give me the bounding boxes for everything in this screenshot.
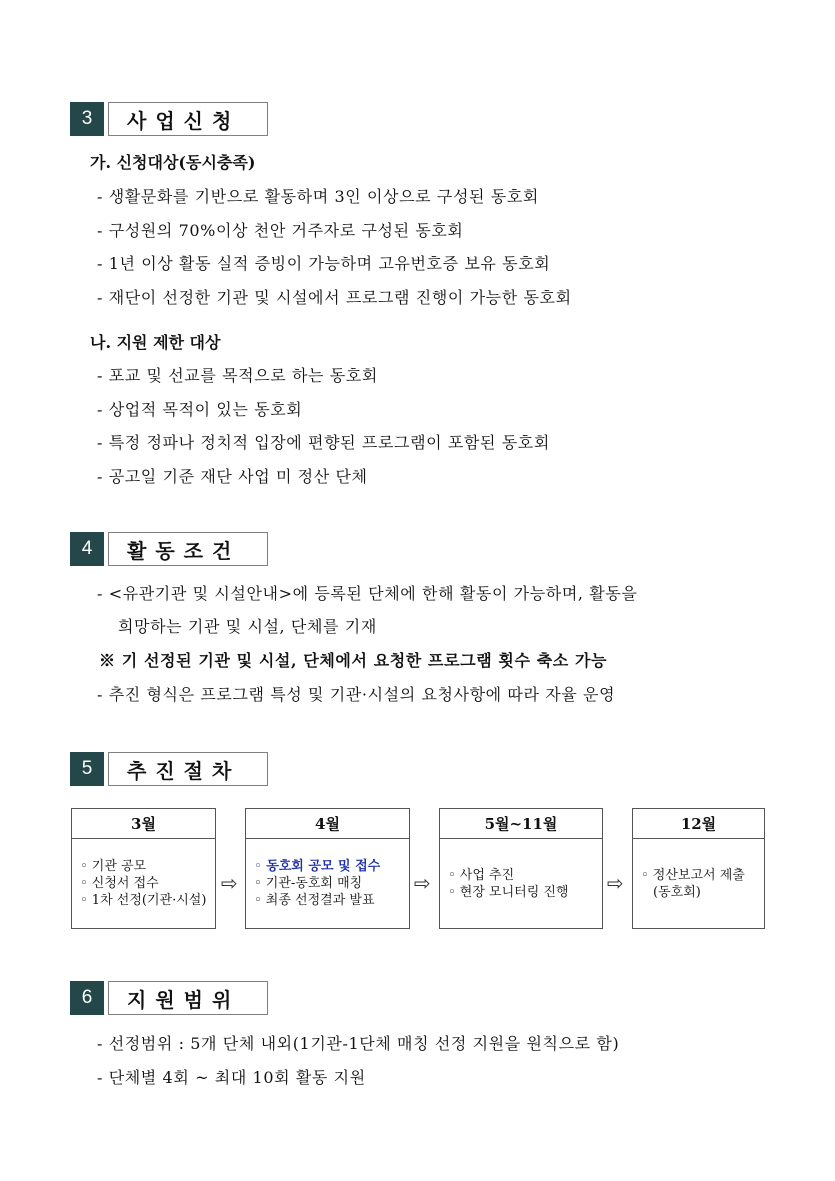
step-item: ◦ 현장 모니터링 진행 — [448, 884, 569, 900]
step-item: ◦ 최종 선정결과 발표 — [254, 893, 375, 908]
list-item: - 포교 및 선교를 목적으로 하는 동호회 — [97, 366, 378, 385]
section-title: 사업신청 — [108, 102, 268, 136]
note: ※ 기 선정된 기관 및 시설, 단체에서 요청한 프로그램 횟수 축소 가능 — [99, 651, 608, 670]
section-number: 3 — [70, 102, 104, 136]
section-number: 6 — [70, 981, 104, 1015]
arrow-icon: ⇨ — [607, 871, 624, 895]
process-step-may-nov — [439, 808, 603, 929]
sub-title-restrictions: 나. 지원 제한 대상 — [90, 333, 221, 352]
step-item: ◦ 사업 추진 — [448, 867, 515, 883]
step-month: 12월 — [633, 809, 764, 839]
arrow-icon: ⇨ — [221, 871, 238, 895]
list-item: - <유관기관 및 시설안내>에 등록된 단체에 한해 활동이 가능하며, 활동을 — [97, 584, 638, 603]
section-4-header — [70, 532, 268, 566]
step-item: ◦ 기관 공모 — [80, 859, 147, 874]
sub-title-eligibility: 가. 신청대상(동시충족) — [90, 153, 256, 172]
section-title: 지원범위 — [108, 981, 268, 1015]
section-title: 활동조건 — [108, 532, 268, 566]
list-item: - 추진 형식은 프로그램 특성 및 기관·시설의 요청사항에 따라 자율 운영 — [97, 685, 616, 704]
list-item: - 단체별 4회 ~ 최대 10회 활동 지원 — [97, 1068, 366, 1087]
process-step-march — [71, 808, 216, 929]
list-item: - 선정범위 : 5개 단체 내외(1기관-1단체 매칭 선정 지원을 원칙으로 함) — [97, 1034, 620, 1053]
list-item: - 1년 이상 활동 실적 증빙이 가능하며 고유번호증 보유 동호회 — [97, 254, 551, 273]
step-month: 3월 — [72, 809, 215, 839]
step-item: ◦ 정산보고서 제출 — [641, 867, 745, 883]
step-item: ◦ 1차 선정(기관·시설) — [80, 893, 207, 908]
list-item: - 공고일 기준 재단 사업 미 정산 단체 — [97, 467, 368, 486]
section-number: 5 — [70, 752, 104, 786]
list-item-continuation: 희망하는 기관 및 시설, 단체를 기재 — [118, 617, 377, 636]
step-item-highlight: ◦ 동호회 공모 및 접수 — [254, 859, 381, 874]
section-6-header — [70, 981, 268, 1015]
step-item: ◦ 신청서 접수 — [80, 876, 159, 891]
step-month: 5월~11월 — [440, 809, 602, 839]
step-item: ◦ 기관-동호회 매칭 — [254, 876, 363, 891]
section-title: 추진절차 — [108, 752, 268, 786]
list-item: - 특정 정파나 정치적 입장에 편향된 프로그램이 포함된 동호회 — [97, 433, 550, 452]
process-step-december — [632, 808, 765, 929]
list-item: - 구성원의 70%이상 천안 거주자로 구성된 동호회 — [97, 221, 464, 240]
section-number: 4 — [70, 532, 104, 566]
list-item: - 상업적 목적이 있는 동호회 — [97, 400, 303, 419]
list-item: - 재단이 선정한 기관 및 시설에서 프로그램 진행이 가능한 동호회 — [97, 288, 572, 307]
section-5-header — [70, 752, 268, 786]
arrow-icon: ⇨ — [414, 871, 431, 895]
step-item: (동호회) — [653, 884, 701, 900]
list-item: - 생활문화를 기반으로 활동하며 3인 이상으로 구성된 동호회 — [97, 187, 539, 206]
section-3-header — [70, 102, 268, 136]
step-month: 4월 — [246, 809, 409, 839]
process-step-april — [245, 808, 410, 929]
